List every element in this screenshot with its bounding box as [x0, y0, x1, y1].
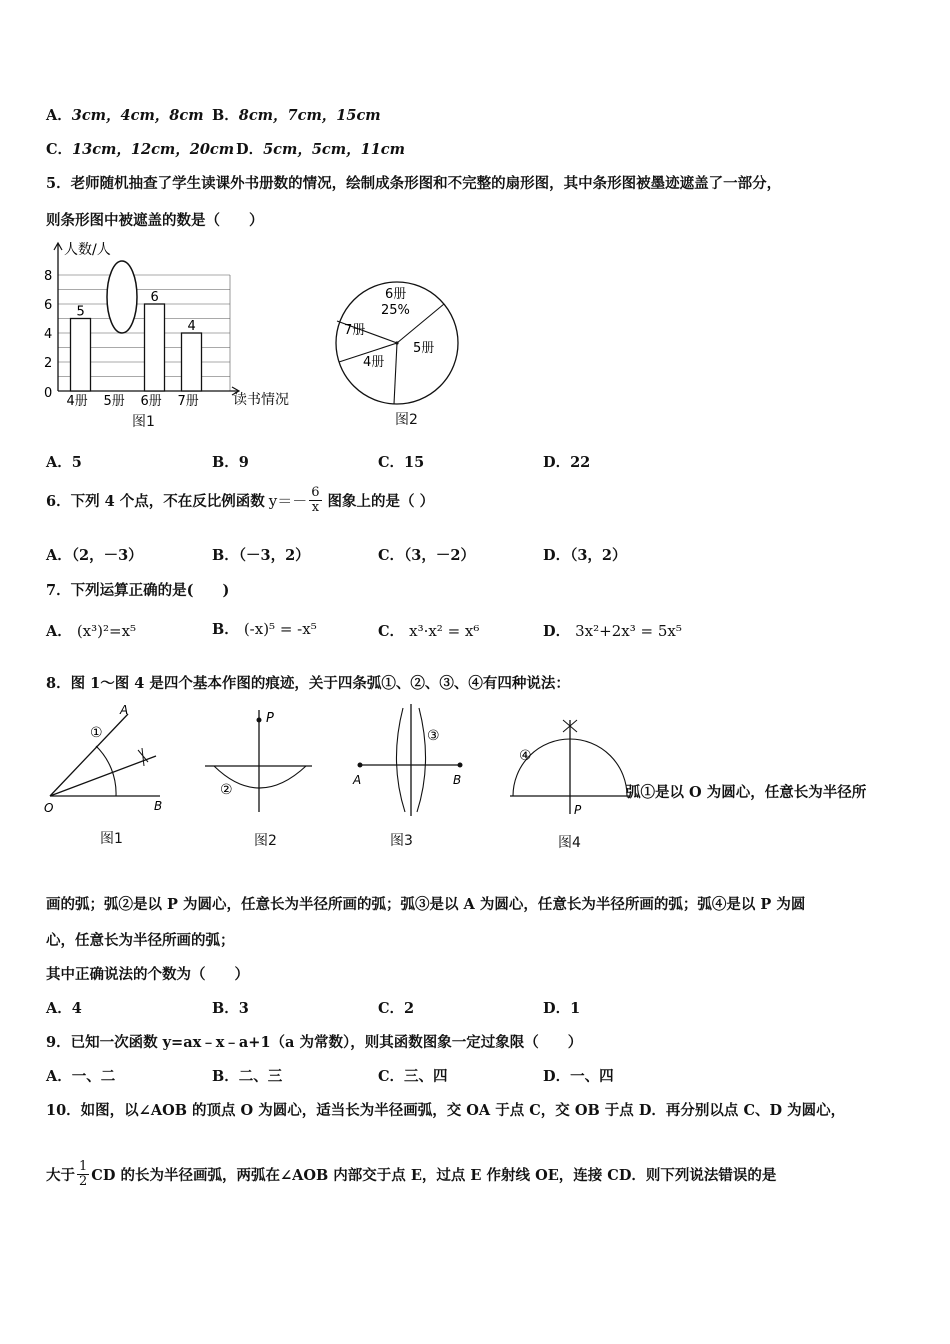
q7-option-a: A． (x³)²=x⁵ — [46, 622, 137, 640]
q6-option-d: D．（3，2） — [543, 547, 627, 564]
q6-func-y: y＝－ — [268, 492, 308, 510]
q8-option-b: B．3 — [212, 1000, 249, 1017]
q5-stem-line2: 则条形图中被遮盖的数是（ ） — [46, 212, 264, 229]
q9-option-b: B．二、三 — [212, 1068, 283, 1085]
q8-line2: 画的弧；弧②是以 P 为圆心，任意长为半径所画的弧；弧③是以 A 为圆心，任意长为半径所画的弧；弧④是以 P 为圆 — [46, 896, 806, 913]
svg-text:A: A — [120, 703, 129, 717]
q8-figure-2 — [200, 700, 320, 820]
q7-option-b: B． (-x)⁵ = -x⁵ — [212, 620, 317, 638]
svg-text:B: B — [154, 799, 163, 813]
bar-chart-ylabel: 人数/人 — [64, 242, 111, 258]
x-tick-label: 6册 — [140, 394, 162, 409]
svg-text:③: ③ — [427, 728, 440, 744]
q8-line4: 其中正确说法的个数为（ ） — [46, 966, 249, 983]
q7-option-c: C． x³·x² = x⁶ — [378, 622, 480, 640]
bar — [145, 304, 165, 391]
pie-label-4ce: 4册 — [363, 355, 385, 370]
q6-option-a: A．（2，－3） — [46, 547, 143, 564]
svg-text:O: O — [44, 801, 54, 815]
bar-data-label: 5 — [76, 304, 85, 320]
q5-option-a: A．5 — [46, 454, 82, 471]
pie-label-6ce: 6册 — [385, 287, 407, 302]
svg-text:P: P — [266, 711, 274, 726]
bar — [71, 319, 91, 392]
bar — [182, 333, 202, 391]
q8-figure-1 — [42, 700, 172, 820]
y-tick-label: 6 — [44, 298, 53, 313]
q6-prefix: 6．下列 4 个点，不在反比例函数 — [46, 493, 265, 510]
q4-option-a: A．3cm，4cm，8cm — [46, 107, 204, 124]
q8-fig1-caption: 图1 — [100, 831, 123, 847]
svg-text:①: ① — [90, 725, 103, 741]
fig2-caption: 图2 — [395, 412, 418, 428]
pie-label-5ce: 5册 — [413, 341, 435, 356]
y-tick-label: 8 — [44, 269, 53, 284]
x-tick-label: 5册 — [103, 394, 125, 409]
q4-option-b: B．8cm，7cm，15cm — [212, 107, 381, 124]
q9-option-c: C．三、四 — [378, 1068, 448, 1085]
q8-fig3-caption: 图3 — [390, 833, 413, 849]
x-tick-label: 7册 — [177, 394, 199, 409]
q5-stem-line1: 5．老师随机抽查了学生读课外书册数的情况，绘制成条形图和不完整的扇形图，其中条形图被墨迹遮盖了一部分， — [46, 175, 782, 192]
pie-label-7ce: 7册 — [344, 323, 366, 338]
q5-option-c: C．15 — [378, 454, 425, 471]
q8-line3: 心，任意长为半径所画的弧； — [46, 932, 235, 949]
svg-text:B: B — [453, 773, 462, 787]
q4-option-d: D．5cm，5cm，11cm — [236, 141, 405, 158]
q6-stem — [46, 486, 434, 515]
q8-side-text: 弧①是以 O 为圆心，任意长为半径所 — [626, 784, 867, 801]
q8-figure-3 — [345, 700, 475, 820]
y-tick-label: 0 — [44, 386, 53, 401]
y-tick-label: 4 — [44, 327, 53, 342]
q8-figure-4 — [505, 710, 635, 825]
q8-option-d: D．1 — [543, 1000, 581, 1017]
q6-fraction: $\frac{6}{x}$ — [311, 485, 320, 515]
q9-stem: 9．已知一次函数 y=ax﹣x﹣a+1（a 为常数），则其函数图象一定过象限（ ） — [46, 1034, 583, 1051]
q8-option-a: A．4 — [46, 1000, 82, 1017]
q7-stem: 7．下列运算正确的是( ) — [46, 582, 230, 599]
x-tick-label: 4册 — [66, 394, 88, 409]
bar-data-label: 4 — [187, 319, 196, 334]
bar-chart-xlabel: 读书情况 — [233, 392, 289, 408]
q4-option-c: C．13cm，12cm，20cm — [46, 141, 235, 158]
svg-text:A: A — [353, 773, 362, 787]
q6-suffix: 图象上的是（ ） — [327, 493, 435, 510]
bar-chart-ticks — [44, 269, 52, 401]
q8-fig4-caption: 图4 — [558, 835, 581, 851]
q8-option-c: C．2 — [378, 1000, 415, 1017]
q5-option-b: B．9 — [212, 454, 249, 471]
svg-text:P: P — [574, 803, 582, 817]
q8-stem: 8．图 1～图 4 是四个基本作图的痕迹，关于四条弧①、②、③、④有四种说法： — [46, 675, 570, 692]
bar-chart — [40, 240, 305, 410]
q9-option-a: A．一、二 — [46, 1068, 116, 1085]
ink-blot — [107, 261, 137, 333]
pie-label-25pct: 25% — [381, 303, 410, 318]
q10-line2: 大于 $\frac{1}{2}$ CD 的长为半径画弧，两弧在∠AOB 内部交于点 E，过点 E 作射线 OE，连接 CD．则下列说法错误的是 — [46, 1159, 777, 1189]
q5-option-d: D．22 — [543, 454, 591, 471]
q7-option-d: D． 3x²+2x³ = 5x⁵ — [543, 622, 682, 640]
q10-fraction: $\frac{1}{2}$ — [79, 1159, 88, 1189]
q6-option-b: B．（－3，2） — [212, 547, 310, 564]
svg-text:②: ② — [220, 782, 233, 798]
q8-fig2-caption: 图2 — [254, 833, 277, 849]
svg-text:④: ④ — [519, 748, 532, 764]
fig1-caption: 图1 — [132, 414, 155, 430]
y-tick-label: 2 — [44, 356, 53, 371]
q9-option-d: D．一、四 — [543, 1068, 614, 1085]
bar-data-label: 6 — [150, 290, 159, 305]
q10-line1: 10．如图，以∠AOB 的顶点 O 为圆心，适当长为半径画弧，交 OA 于点 C，交 OB 于点 D．再分别以点 C、D 为圆心， — [46, 1102, 846, 1119]
pie-chart — [335, 278, 465, 408]
q6-option-c: C．（3，－2） — [378, 547, 475, 564]
